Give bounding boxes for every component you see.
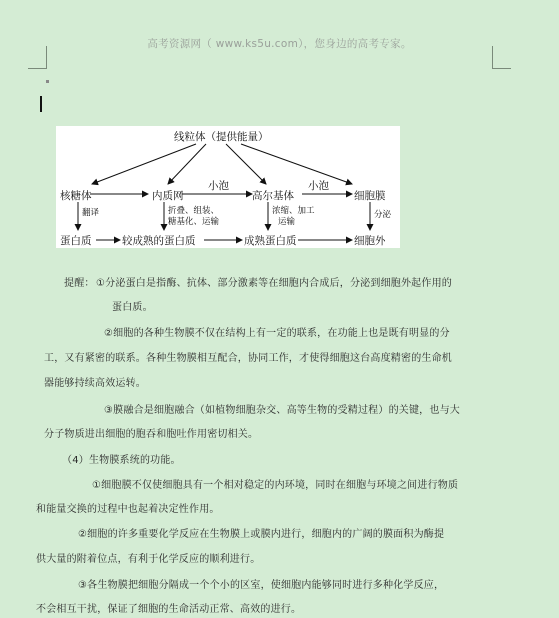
tip-point-3-line-1: ③膜融合是细胞融合（如植物细胞杂交、高等生物的受精过程）的关键，也与大: [104, 405, 460, 416]
text-cursor: [40, 96, 42, 112]
label-golgi-process-1: 浓缩、加工: [272, 206, 315, 216]
label-vesicle: 小泡: [308, 180, 329, 192]
arrow-mito-er: [168, 144, 206, 184]
label-outside-cell: 细胞外: [354, 235, 386, 247]
function-2-line-2: 供大量的附着位点，有利于化学反应的顺利进行。: [36, 554, 261, 565]
label-secretion: 分泌: [374, 210, 392, 220]
tip-point-2-line-2: 工，又有紧密的联系。各种生物膜相互配合，协同工作，才使得细胞这台高度精密的生命机: [44, 353, 452, 364]
arrow-mito-ribosome: [92, 144, 196, 184]
label-mitochondria: 线粒体（提供能量）: [174, 131, 269, 143]
arrow-mito-membrane: [241, 144, 352, 184]
tip-point-3-line-2: 分子物质进出细胞的胞吞和胞吐作用密切相关。: [44, 429, 259, 440]
section-4-title: （4）生物膜系统的功能。: [62, 455, 181, 466]
function-1-line-1: ①细胞膜不仅使细胞具有一个相对稳定的内环境，同时在细胞与环境之间进行物质: [92, 480, 459, 491]
tip-point-1-line-2: 蛋白质。: [112, 302, 153, 313]
arrow-mito-golgi: [226, 144, 266, 184]
label-ribosome: 核糖体: [60, 190, 92, 202]
margin-corner-mark: [28, 46, 47, 69]
function-1-line-2: 和能量交换的过程中也起着决定性作用。: [36, 504, 220, 515]
function-3-line-1: ③各生物膜把细胞分隔成一个个小的区室，使细胞内能够同时进行多种化学反应，: [78, 580, 445, 591]
label-golgi: 高尔基体: [252, 190, 294, 202]
tip-point-2-line-3: 器能够持续高效运转。: [44, 378, 146, 389]
function-2-line-1: ②细胞的许多重要化学反应在生物膜上或膜内进行，细胞内的广阔的膜面积为酶提: [78, 529, 445, 540]
label-translation: 翻译: [82, 208, 100, 218]
page-header: 高考资源网（ www.ks5u.com），您身边的高考专家。: [147, 38, 412, 50]
label-golgi-process-2: 运输: [278, 217, 296, 227]
label-mature-protein: 较成熟的蛋白质: [122, 235, 196, 247]
label-cell-membrane: 细胞膜: [354, 190, 386, 202]
label-er-process-1: 折叠、组装、: [168, 206, 220, 216]
protein-secretion-diagram: [56, 126, 400, 248]
label-er: 内质网: [152, 190, 184, 202]
label-vesicle: 小泡: [208, 180, 229, 192]
label-er-process-2: 糖基化、运输: [168, 217, 220, 227]
label-final-protein: 成熟蛋白质: [244, 235, 297, 247]
function-3-line-2: 不会相互干扰，保证了细胞的生命活动正常、高效的进行。: [36, 604, 302, 615]
paragraph-mark: [46, 80, 49, 83]
tip-label: 提醒：: [64, 278, 95, 289]
tip-point-2-line-1: ②细胞的各种生物膜不仅在结构上有一定的联系，在功能上也是既有明显的分: [104, 328, 450, 339]
margin-corner-mark: [492, 46, 511, 69]
tip-point-1-line-1: ①分泌蛋白是指酶、抗体、部分激素等在细胞内合成后，分泌到细胞外起作用的: [96, 278, 452, 289]
label-protein: 蛋白质: [60, 235, 92, 247]
